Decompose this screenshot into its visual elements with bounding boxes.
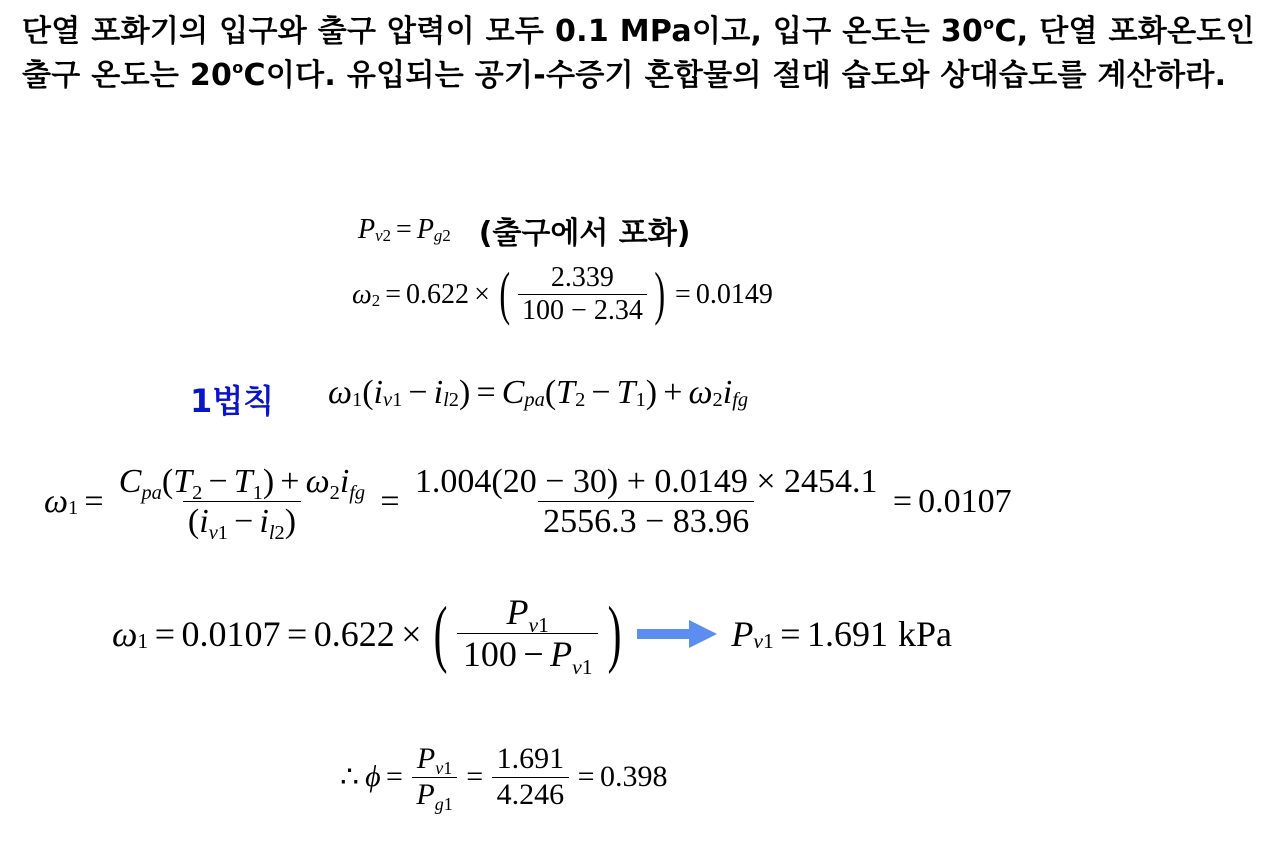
omega1-value: 0.0107 [181, 613, 281, 654]
equation-omega1-calc: ω 1 = $\frac{C_{pa}(T_2 - T_1) + \omega_2i_{fg}}{(i_{v1} - i_{l2})}$ = $\frac{1.004(20 - 30) + 0.0149 \times 2454.1}{2556.3 - 83.96}$ = 0.0107 [44, 463, 1012, 545]
result: 0.0149 [695, 278, 773, 310]
degree-symbol: o [232, 58, 244, 77]
coefficient: 0.622 [406, 278, 470, 310]
numerator: 1.691 [496, 742, 565, 775]
problem-text-part1: 단열 포화기의 입구와 출구 압력이 모두 0.1 MPa이고, 입구 온도는 30 [22, 14, 984, 49]
problem-statement [22, 10, 1257, 98]
fraction-numeric [410, 462, 883, 541]
equation-pv1: ω 1 = 0.0107 = 0.622 × ( $\frac{P_{v1}}{100 - P_{v1}}$ ) P v 1 = 1.691 kPa [112, 592, 953, 679]
fraction [518, 262, 647, 327]
equation-saturation: P v 2 = P g 2 (출구에서 포화) [358, 208, 690, 252]
saturation-note: (출구에서 포화) [478, 216, 691, 251]
equation-omega2: ω 2 = 0.622 × ( $\frac{2.339}{100 - 2.34}$ ) = 0.0149 [352, 261, 773, 327]
equation-first-law: ω 1 ( i v 1 − i l 2 ) = C pa ( T 2 − T 1 ) + ω 2 i fg [328, 374, 749, 411]
unit: kPa [898, 613, 953, 654]
problem-text-part2: C, 단열 포화온도인 출구 온도는 20 [22, 14, 1255, 93]
fraction: $\frac{P_{v1}}{100 - P_{v1}}$ [457, 592, 597, 676]
denominator: 4.246 [492, 777, 569, 813]
fraction-symbolic: $\frac{C_{pa}(T_2 - T_1) + \omega_2i_{fg}}{(i_{v1} - i_{l2})}$ [118, 463, 366, 545]
numerator: 2.339 [550, 262, 614, 293]
fraction-numeric [492, 742, 569, 812]
fraction-symbolic: $\frac{P_{v1}}{P_{g1}}$ [412, 742, 457, 812]
numerator: 1.004(20 − 30) + 0.0149 × 2454.1 [414, 463, 878, 500]
denominator: 100 − 2.34 [518, 294, 647, 327]
degree-symbol: o [983, 14, 995, 33]
right-arrow-icon [637, 619, 717, 649]
first-law-label: 1법칙 [190, 382, 275, 420]
problem-text-part3: C이다. 유입되는 공기-수증기 혼합물의 절대 습도와 상대습도를 계산하라. [243, 58, 1227, 93]
coefficient: 0.622 [313, 613, 395, 654]
equation-relative-humidity: ∴ ϕ = $\frac{P_{v1}}{P_{g1}}$ = $\frac{1.691}{4.246}$ = 0.398 [340, 742, 668, 814]
result: 0.0107 [918, 482, 1012, 520]
result: 0.398 [599, 760, 668, 793]
pv1-result: 1.691 [807, 613, 889, 654]
denominator-constant: 100 [462, 634, 517, 675]
denominator: 2556.3 − 83.96 [538, 501, 754, 541]
